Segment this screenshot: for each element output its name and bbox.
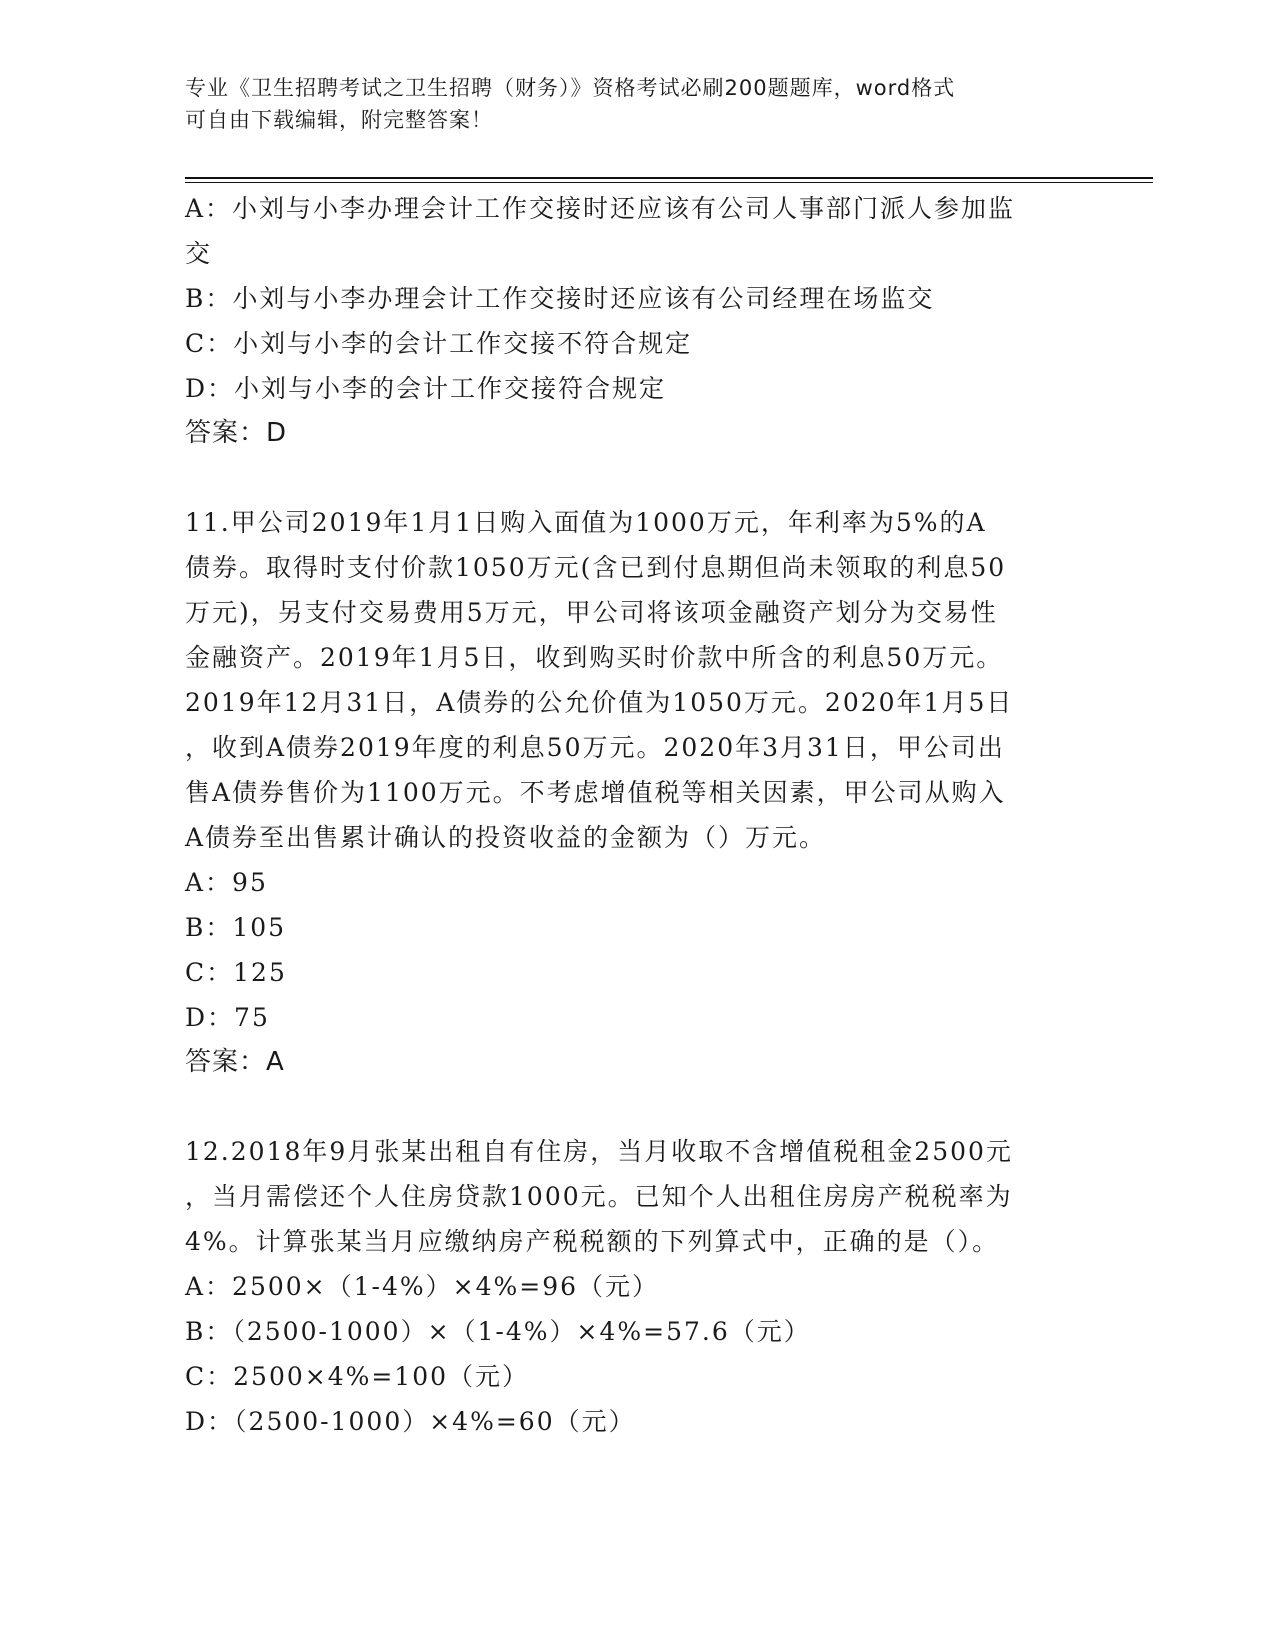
q11-option-b: B：105 (185, 913, 287, 942)
header-divider-thick (185, 177, 1153, 179)
header-divider-thin (185, 182, 1153, 183)
q11-stem-line: ，收到A债券2019年度的利息50万元。2020年3月31日，甲公司出 (185, 733, 1005, 762)
q10-option-a-line-2: 交 (185, 239, 213, 268)
q11-stem-line: A债券至出售累计确认的投资收益的金额为（）万元。 (185, 823, 827, 852)
document-body (185, 186, 1085, 1444)
question-11 (185, 500, 1085, 1085)
q11-stem-line: 售A债券售价为1100万元。不考虑增值税等相关因素，甲公司从购入 (185, 778, 1006, 807)
question-10-options (185, 186, 1085, 456)
header-title-line-1: 专业《卫生招聘考试之卫生招聘（财务）》资格考试必刷200题题库，word格式 (185, 76, 956, 100)
question-12 (185, 1129, 1085, 1444)
header-title-line-2: 可自由下载编辑，附完整答案！ (185, 108, 493, 132)
q12-stem-line: 4%。计算张某当月应缴纳房产税税额的下列算式中，正确的是（）。 (185, 1227, 1000, 1256)
q11-stem-line: 2019年12月31日，A债券的公允价值为1050万元。2020年1月5日 (185, 688, 1014, 717)
q12-option-a: A：2500×（1-4%）×4%=96（元） (185, 1272, 660, 1301)
q12-stem-line: 12.2018年9月张某出租自有住房，当月收取不含增值税租金2500元 (185, 1137, 1013, 1166)
document-header (185, 72, 1065, 136)
q11-option-d: D：75 (185, 1003, 270, 1032)
q12-option-b: B：（2500-1000）×（1-4%）×4%=57.6（元） (185, 1317, 811, 1346)
q12-stem-line: ，当月需偿还个人住房贷款1000元。已知个人出租住房房产税税率为 (185, 1182, 1013, 1211)
q11-stem-line: 金融资产。2019年1月5日，收到购买时价款中所含的利息50万元。 (185, 643, 1004, 672)
q11-stem-line: 债券。取得时支付价款1050万元(含已到付息期但尚未领取的利息50 (185, 553, 1007, 582)
spacer (185, 456, 1085, 500)
q12-option-c: C：2500×4%=100（元） (185, 1362, 530, 1391)
q11-option-a: A：95 (185, 868, 268, 897)
spacer (185, 1085, 1085, 1129)
q11-stem-line: 万元)，另支付交易费用5万元，甲公司将该项金融资产划分为交易性 (185, 598, 998, 627)
q10-option-c: C：小刘与小李的会计工作交接不符合规定 (185, 329, 693, 358)
q10-option-b: B：小刘与小李办理会计工作交接时还应该有公司经理在场监交 (185, 284, 935, 313)
q10-answer: 答案：D (185, 418, 288, 448)
q11-option-c: C：125 (185, 958, 287, 987)
q11-stem-line: 11.甲公司2019年1月1日购入面值为1000万元，年利率为5%的A (185, 508, 987, 537)
q10-option-a-line-1: A：小刘与小李办理会计工作交接时还应该有公司人事部门派人参加监 (185, 194, 1016, 223)
q11-answer: 答案：A (185, 1047, 285, 1077)
q12-option-d: D：（2500-1000）×4%=60（元） (185, 1407, 636, 1436)
q10-option-d: D：小刘与小李的会计工作交接符合规定 (185, 374, 667, 403)
